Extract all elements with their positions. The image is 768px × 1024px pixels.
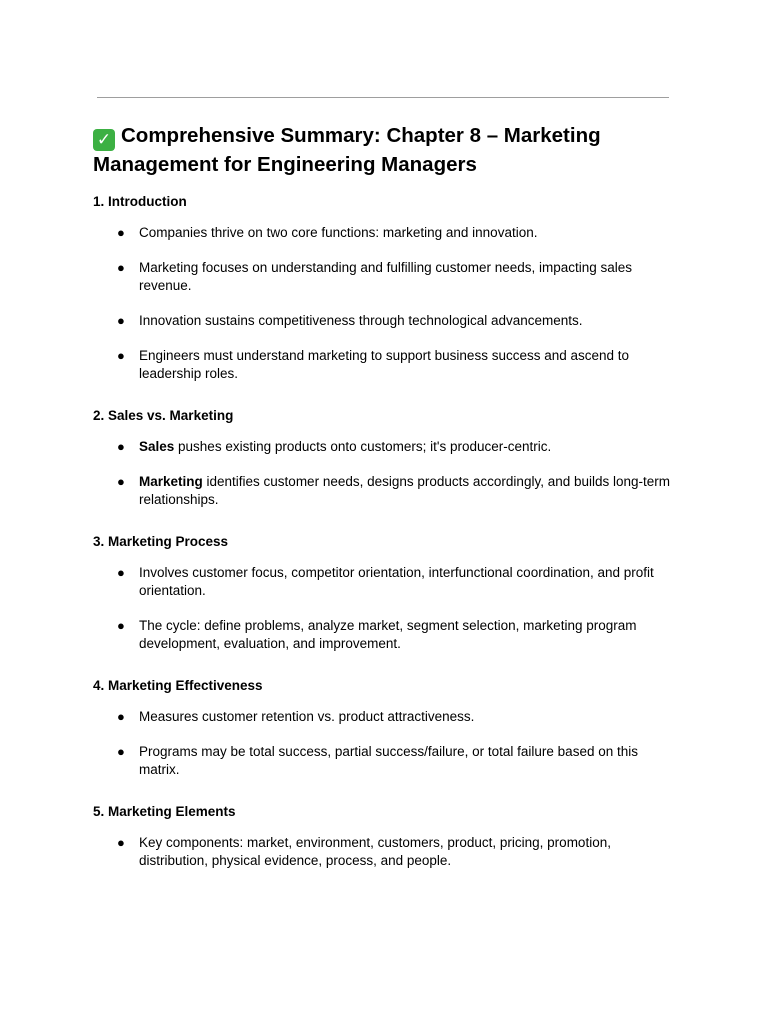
section-heading: 5. Marketing Elements [93,804,236,819]
check-mark-button-icon: ✓ [93,129,115,151]
bullet-dot-icon: ● [117,260,125,275]
bullet-dot-icon: ● [117,439,125,454]
section-heading: 4. Marketing Effectiveness [93,678,263,693]
bullet-dot-icon: ● [117,313,125,328]
section-heading: 1. Introduction [93,194,187,209]
horizontal-divider [97,97,669,98]
bullet-dot-icon: ● [117,474,125,489]
list-item [93,834,673,870]
list-item [93,617,673,653]
bullet-dot-icon: ● [117,348,125,363]
bullet-bold-term: Marketing [139,474,203,489]
bullet-dot-icon: ● [117,618,125,633]
bullet-text: identifies customer needs, designs products accordingly, and builds long-term relationships. [139,474,671,507]
bullet-text: Innovation sustains competitiveness through technological advancements. [139,313,583,328]
list-item [93,564,673,600]
sections-container [93,193,673,870]
document-title-text: Comprehensive Summary: Chapter 8 – Marketing Management for Engineering Managers [93,124,601,176]
bullet-text: Engineers must understand marketing to support business success and ascend to leadership roles. [139,348,630,381]
bullet-list [93,564,673,653]
bullet-bold-term: Sales [139,439,175,454]
bullet-list [93,438,673,509]
list-item [93,347,673,383]
section-heading: 3. Marketing Process [93,534,229,549]
bullet-dot-icon: ● [117,225,125,240]
document-title [93,122,673,179]
bullet-text: Key components: market, environment, customers, product, pricing, promotion, distribution, physical evidence, process, and people. [139,835,611,868]
bullet-dot-icon: ● [117,709,125,724]
bullet-dot-icon: ● [117,835,125,850]
list-item [93,259,673,295]
document-body [93,122,673,894]
bullet-list [93,708,673,779]
bullet-text: Involves customer focus, competitor orientation, interfunctional coordination, and profit orientation. [139,565,654,598]
bullet-list [93,224,673,383]
section-heading: 2. Sales vs. Marketing [93,408,234,423]
bullet-list [93,834,673,870]
bullet-text: The cycle: define problems, analyze market, segment selection, marketing program development, evaluation, and improvement. [139,618,637,651]
bullet-text: Programs may be total success, partial success/failure, or total failure based on this matrix. [139,744,638,777]
list-item [93,312,673,330]
bullet-text: pushes existing products onto customers; it's producer-centric. [174,439,552,454]
bullet-text: Companies thrive on two core functions: marketing and innovation. [139,225,538,240]
bullet-text: Measures customer retention vs. product attractiveness. [139,709,475,724]
bullet-dot-icon: ● [117,744,125,759]
bullet-dot-icon: ● [117,565,125,580]
bullet-text: Marketing focuses on understanding and fulfilling customer needs, impacting sales revenue. [139,260,633,293]
list-item [93,438,673,456]
list-item [93,473,673,509]
list-item [93,743,673,779]
list-item [93,708,673,726]
list-item [93,224,673,242]
